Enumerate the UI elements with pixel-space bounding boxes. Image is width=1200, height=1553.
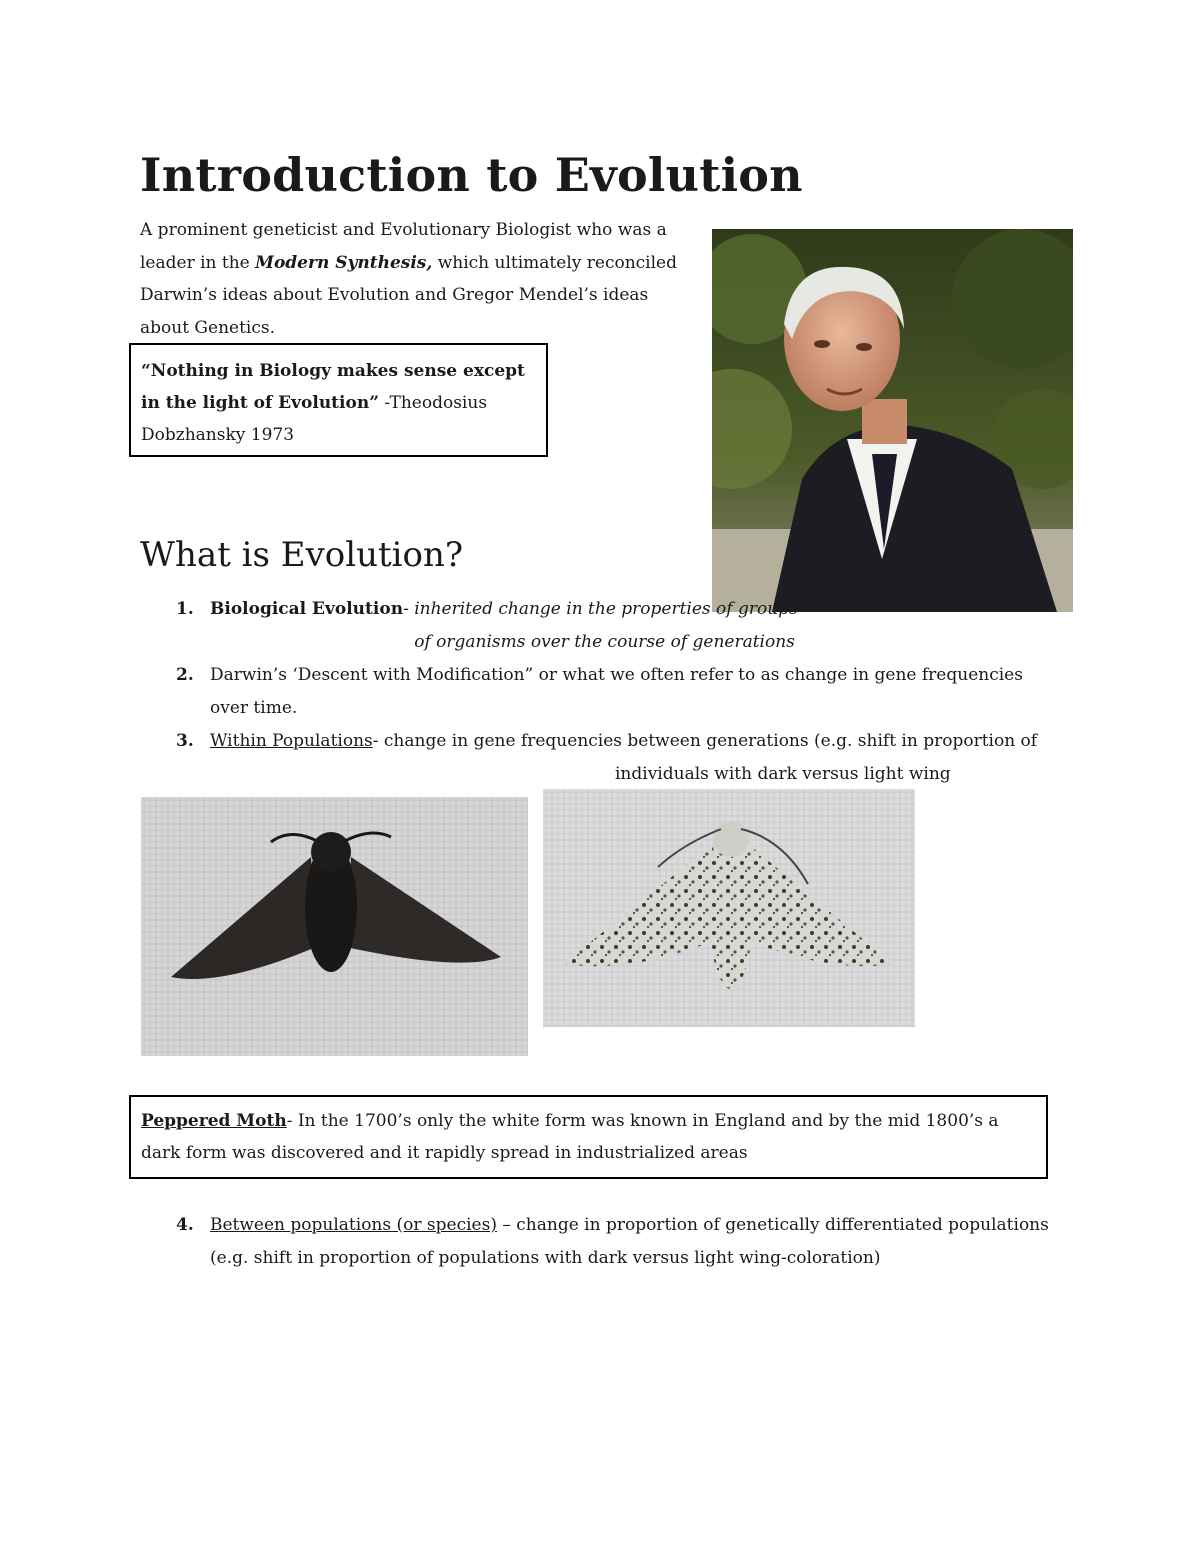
peppered-moth-note <box>129 1095 1048 1179</box>
list-description: inherited change in the properties of groups of organisms over the course of generations <box>414 599 798 652</box>
list-number: 2. <box>176 665 194 685</box>
page-title: Introduction to Evolution <box>140 148 803 202</box>
list-number: 4. <box>176 1215 194 1235</box>
list-description: - change in gene frequencies between generations (e.g. shift in proportion of <box>372 731 1038 751</box>
quote-attribution: -Theodosius Dobzhansky 1973 <box>141 393 488 445</box>
list-term: Between populations (or species) <box>210 1215 497 1235</box>
list-term: Biological Evolution <box>210 599 404 619</box>
evolution-definitions-list-continued <box>140 1209 1060 1275</box>
list-number: 3. <box>176 731 194 751</box>
list-text: Darwin’s ‘Descent with Modification” or what we often refer to as change in gene frequencies over time. <box>210 665 1023 718</box>
intro-text-end: which ultimately reconciled Darwin’s ideas about Evolution and Gregor Mendel’s ideas about Genetics. <box>140 252 677 338</box>
section-heading: What is Evolution? <box>140 535 464 575</box>
quote-box <box>129 343 548 457</box>
list-item <box>140 593 1040 659</box>
dark-moth-photo <box>141 797 528 1056</box>
intro-paragraph <box>140 214 685 344</box>
quote-text: “Nothing in Biology makes sense except in the light of Evolution” <box>141 361 525 413</box>
list-description: – change in proportion of genetically differentiated populations (e.g. shift in proportion of populations with dark versus light wing-coloration) <box>210 1215 1049 1268</box>
modern-synthesis-term: Modern Synthesis, <box>255 252 433 273</box>
list-item <box>140 1209 1060 1275</box>
light-moth-photo <box>543 789 915 1027</box>
list-term: Within Populations <box>210 731 373 751</box>
list-separator: - <box>403 599 415 619</box>
list-description-continued: individuals with dark versus light wing <box>615 764 951 784</box>
peppered-moth-text: - In the 1700’s only the white form was known in England and by the mid 1800’s a dark form was discovered and it rapidly spread in industrialized areas <box>141 1111 999 1163</box>
list-item <box>140 659 1040 725</box>
peppered-moth-term: Peppered Moth <box>141 1111 287 1131</box>
intro-text-start: A prominent geneticist and Evolutionary Biologist who was a leader in the <box>140 220 667 273</box>
dobzhansky-portrait <box>712 229 1073 612</box>
list-number: 1. <box>176 599 194 619</box>
